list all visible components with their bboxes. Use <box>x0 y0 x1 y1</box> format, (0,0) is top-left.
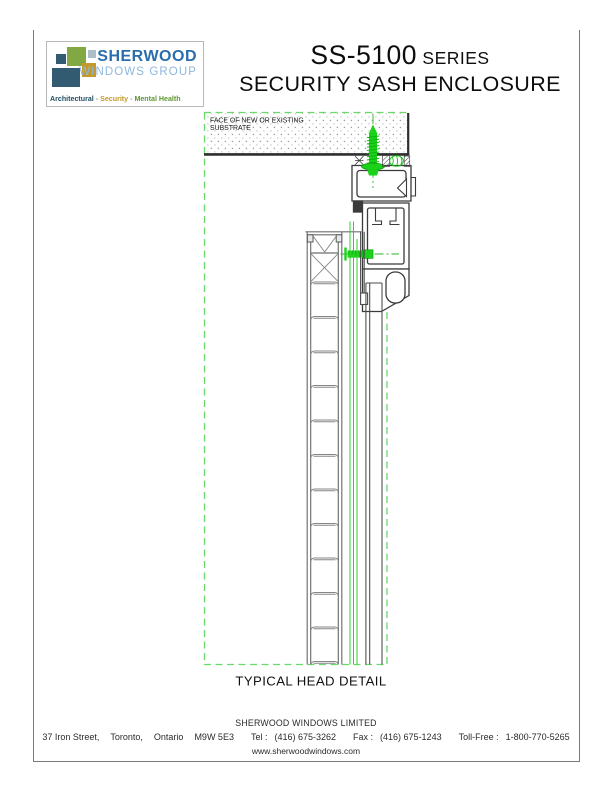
substrate-block <box>204 113 409 154</box>
tagline-mental-health: Mental Health <box>134 95 181 103</box>
footer-city: Toronto, <box>110 732 143 742</box>
series-word: SERIES <box>417 48 490 68</box>
security-screen-section <box>306 232 364 665</box>
head-extrusion-profile <box>352 166 416 312</box>
sealant-hatch <box>355 156 364 165</box>
footer-tel-label: Tel : <box>250 732 268 742</box>
footer-tollfree-label: Toll-Free : <box>458 732 499 742</box>
footer-tollfree: 1-800-770-5265 <box>505 732 570 742</box>
footer-province: Ontario <box>153 732 184 742</box>
tagline-security: Security <box>100 95 129 103</box>
title-subtitle: SECURITY SASH ENCLOSURE <box>239 71 561 96</box>
footer-postal: M9W 5E3 <box>194 732 234 742</box>
footer-company: SHERWOOD WINDOWS LIMITED <box>235 718 377 728</box>
backer-rod <box>390 156 404 167</box>
series-number: SS-5100 <box>310 40 418 70</box>
footer-tel: (416) 675-3262 <box>274 732 337 742</box>
gasket-block <box>354 201 363 212</box>
footer <box>34 718 578 756</box>
footer-fax: (416) 675-1243 <box>380 732 442 742</box>
footer-website: www.sherwoodwindows.com <box>251 746 361 756</box>
footer-street: 37 Iron Street, <box>42 732 100 742</box>
tagline-separator: - <box>95 95 99 103</box>
tagline-separator: - <box>130 95 133 103</box>
brand-name: SHERWOOD <box>97 48 197 65</box>
footer-address-line <box>34 732 578 742</box>
tagline-architectural: Architectural <box>50 95 94 103</box>
drawing-caption: TYPICAL HEAD DETAIL <box>235 673 387 689</box>
footer-fax-label: Fax : <box>353 732 374 742</box>
brand-group: WINDOWS GROUP <box>79 66 197 78</box>
substrate-label-line1: FACE OF NEW OR EXISTING <box>210 117 304 125</box>
glass-lines <box>366 283 382 665</box>
substrate-label-line2: SUBSTRATE <box>210 124 251 132</box>
